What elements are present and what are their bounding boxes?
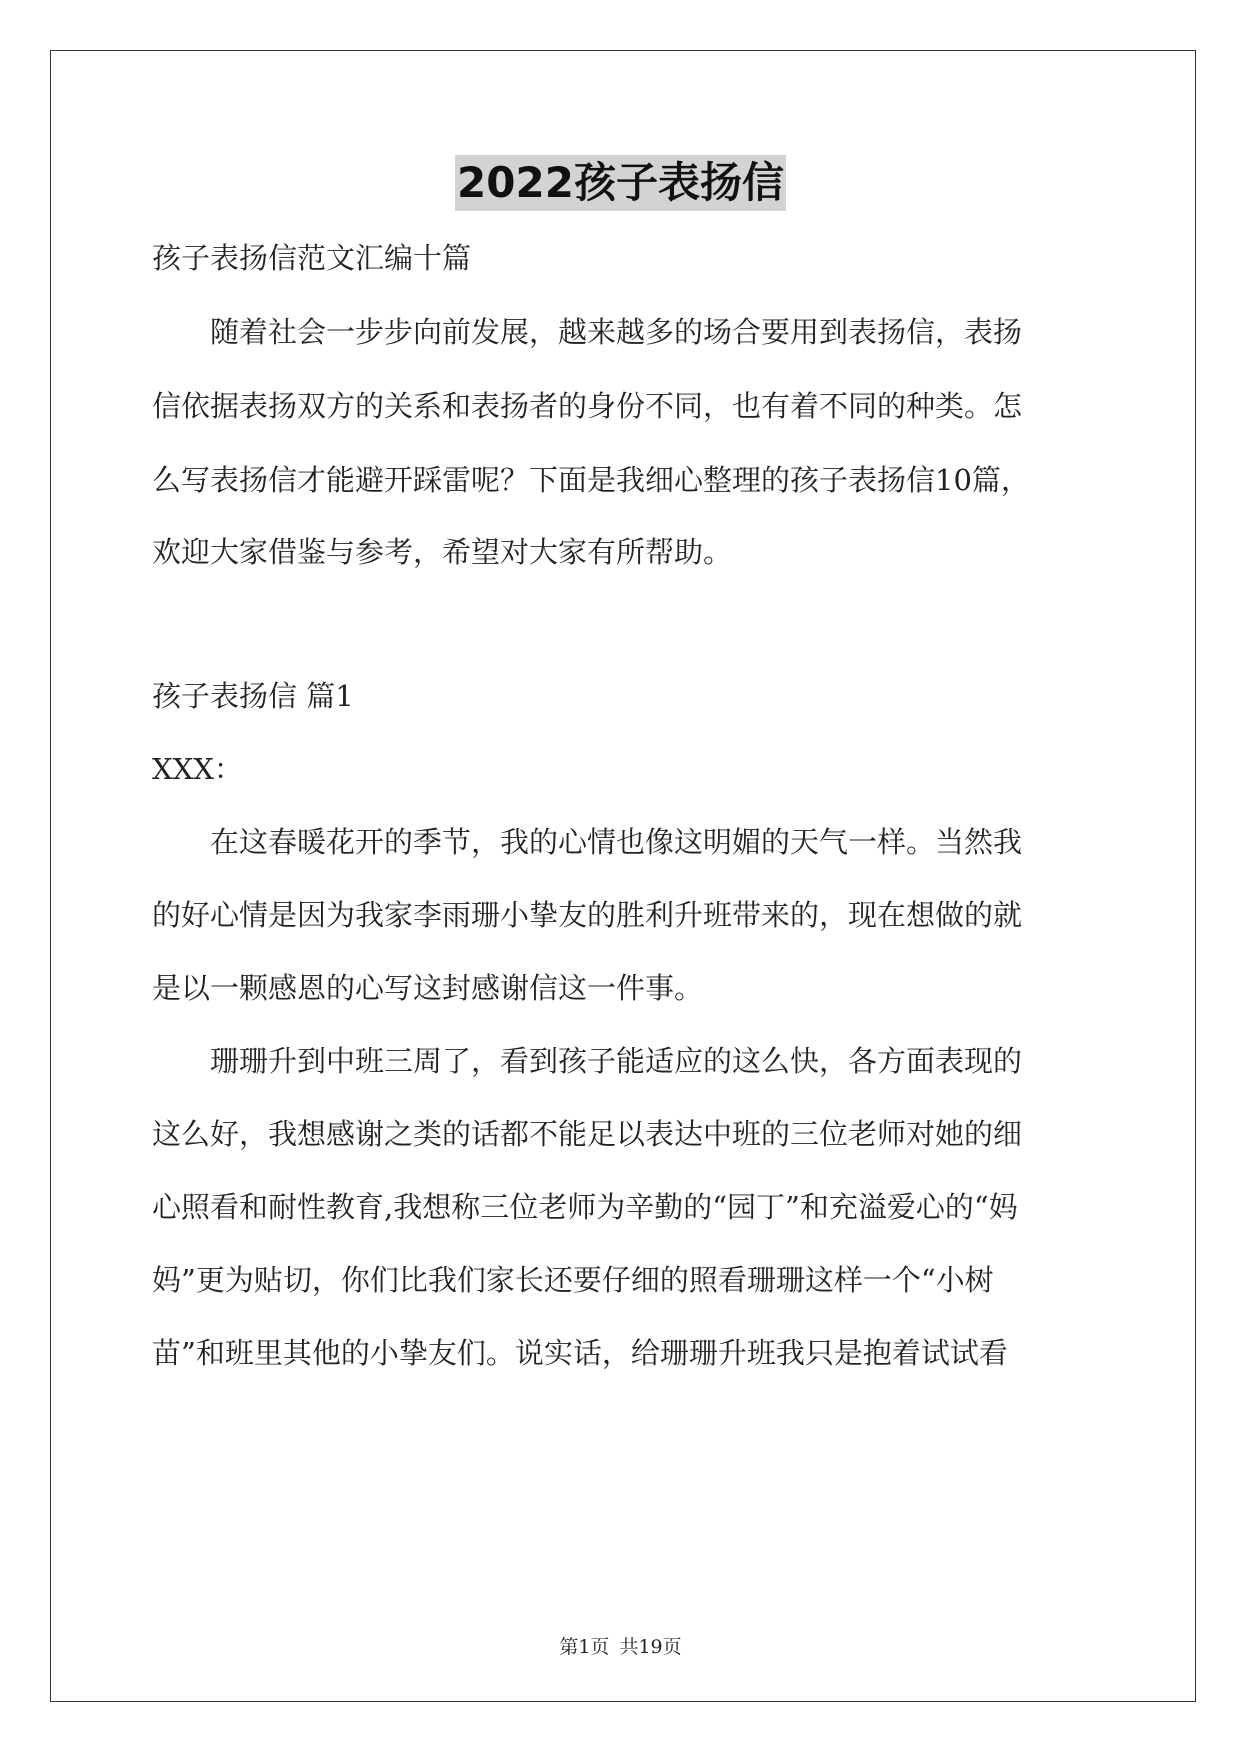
section-heading: 孩子表扬信 篇1	[152, 679, 354, 713]
document-title: 2022孩子表扬信	[455, 155, 786, 211]
intro-line: 信依据表扬双方的关系和表扬者的身份不同，也有着不同的种类。怎	[152, 389, 1023, 423]
paragraph-line: 的好心情是因为我家李雨珊小挚友的胜利升班带来的，现在想做的就	[152, 898, 1023, 932]
subtitle: 孩子表扬信范文汇编十篇	[152, 241, 472, 275]
paragraph-line: 心照看和耐性教育,我想称三位老师为辛勤的“园丁”和充溢爱心的“妈	[152, 1190, 1018, 1224]
paragraph-line: 妈”更为贴切，你们比我们家长还要仔细的照看珊珊这样一个“小树	[152, 1263, 994, 1297]
intro-line: 随着社会一步步向前发展，越来越多的场合要用到表扬信，表扬	[210, 315, 1023, 349]
paragraph-line: 这么好，我想感谢之类的话都不能足以表达中班的三位老师对她的细	[152, 1117, 1023, 1151]
page-footer	[0, 1632, 1241, 1659]
intro-line: 么写表扬信才能避开踩雷呢？下面是我细心整理的孩子表扬信10篇，	[152, 463, 1030, 497]
paragraph-line: 苗”和班里其他的小挚友们。说实话，给珊珊升班我只是抱着试试看	[152, 1336, 1008, 1370]
intro-line: 欢迎大家借鉴与参考，希望对大家有所帮助。	[152, 535, 733, 569]
page-total: 共19页	[619, 1636, 682, 1658]
salutation: XXX：	[152, 752, 243, 786]
paragraph-line: 珊珊升到中班三周了，看到孩子能适应的这么快，各方面表现的	[210, 1044, 1023, 1078]
page-number: 第1页	[559, 1636, 610, 1658]
title-container	[0, 155, 1241, 211]
paragraph-line: 是以一颗感恩的心写这封感谢信这一件事。	[152, 971, 704, 1005]
page-border	[50, 50, 1196, 1702]
paragraph-line: 在这春暖花开的季节，我的心情也像这明媚的天气一样。当然我	[210, 825, 1023, 859]
